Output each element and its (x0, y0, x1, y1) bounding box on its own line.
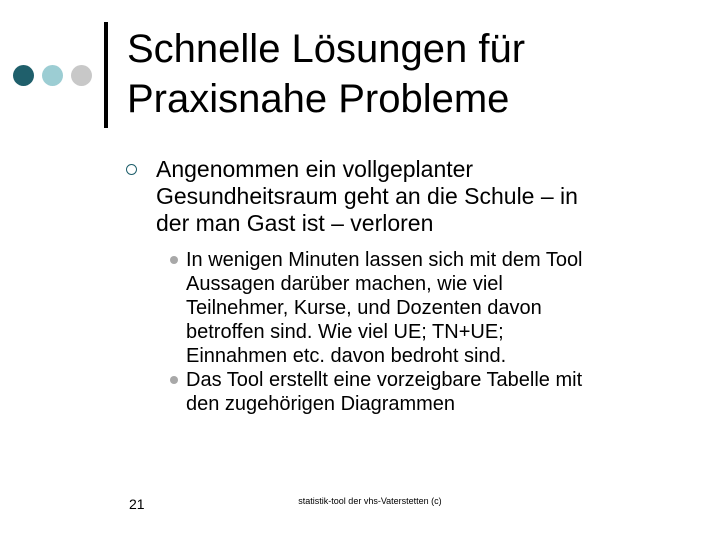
title-line: Schnelle Lösungen für (127, 27, 526, 71)
page-number: 21 (129, 496, 145, 512)
dot-light-teal (42, 65, 63, 86)
dot-bullet-icon (170, 376, 178, 384)
title-divider (104, 22, 108, 128)
sub-bullet-line: Einnahmen etc. davon bedroht sind. (186, 345, 507, 367)
sub-bullet-list (120, 248, 700, 416)
sub-bullet-line: Aussagen darüber machen, wie viel (186, 273, 503, 295)
sub-bullet-line: Teilnehmer, Kurse, und Dozenten davon (186, 297, 542, 319)
sub-bullet-line: betroffen sind. Wie viel UE; TN+UE; (186, 321, 504, 343)
sub-bullet-item (186, 248, 700, 368)
decorative-dots (13, 64, 100, 86)
slide-title (127, 24, 707, 124)
sub-bullet-line: Das Tool erstellt eine vorzeigbare Tabelle mit (186, 369, 583, 391)
dot-bullet-icon (170, 256, 178, 264)
ring-bullet-icon (126, 164, 137, 175)
bullet-text (156, 156, 700, 237)
title-line: Praxisnahe Probleme (127, 77, 510, 121)
dot-dark-teal (13, 65, 34, 86)
slide-content (120, 156, 700, 416)
bullet-item (120, 156, 700, 237)
sub-bullet-line: In wenigen Minuten lassen sich mit dem Tool (186, 249, 583, 271)
dot-gray (71, 65, 92, 86)
sub-bullet-text (186, 368, 700, 416)
bullet-line: Gesundheitsraum geht an die Schule – in (156, 183, 578, 209)
bullet-line: Angenommen ein vollgeplanter (156, 156, 474, 182)
sub-bullet-line: den zugehörigen Diagrammen (186, 393, 456, 415)
slide-footer: statistik-tool der vhs-Vaterstetten (c) (298, 496, 442, 506)
sub-bullet-item (186, 368, 700, 416)
bullet-line: der man Gast ist – verloren (156, 210, 434, 236)
sub-bullet-text (186, 248, 700, 368)
